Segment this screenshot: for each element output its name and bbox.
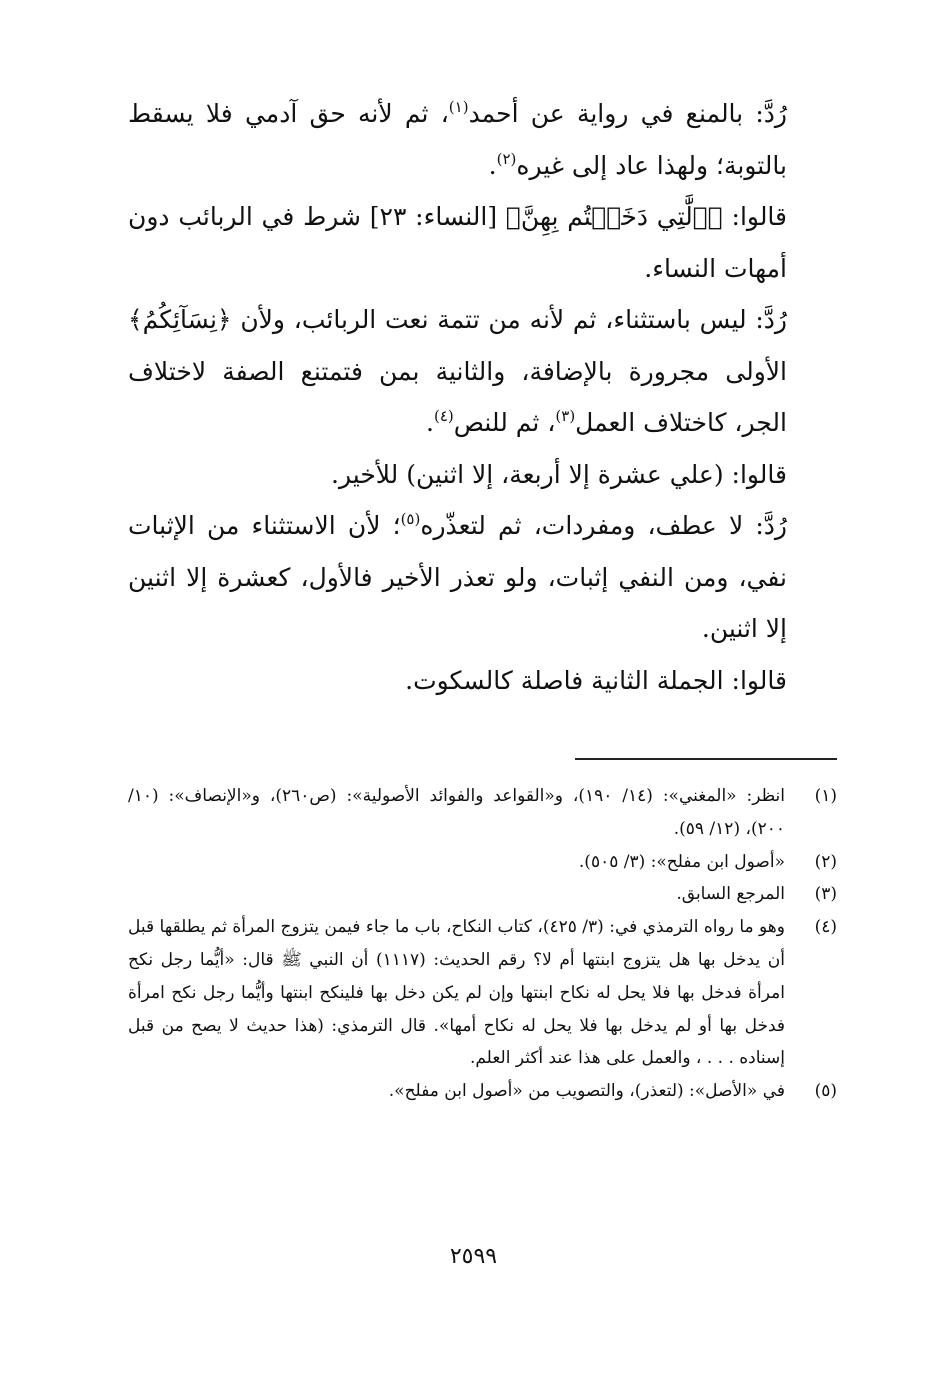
text-run: .: [488, 150, 497, 180]
main-text: [128, 88, 837, 706]
footnote-1: [128, 780, 837, 846]
footnote-text: «أصول ابن مفلح»: (٣/ ٥٠٥).: [578, 851, 785, 872]
paragraph-1: [128, 88, 837, 191]
footnote-marker: (٣): [555, 407, 576, 425]
footnote-2: [128, 846, 837, 879]
text-run: ، ثم لأنه حق آدمي فلا يسقط بالتوبة؛ ولهذا عاد إلى غيره: [128, 99, 787, 180]
text-run: رُدَّ: ليس باستثناء، ثم لأنه من تتمة نعت الربائب، ولأن ﴿نِسَآئِكُمُ﴾ الأولى مجرورة بالإضافة، والثانية بمن فتمتنع الصفة لاختلاف الجر، كاختلاف العمل: [128, 305, 787, 437]
footnote-marker: (٢): [496, 149, 517, 168]
paragraph-2: قالوا: ﴿ٱلَّٰتِي دَخَلۡتُم بِهِنَّ﴾ [النساء: ٢٣] شرط في الربائب دون أمهات النساء.: [128, 202, 788, 283]
paragraph-3: [128, 294, 837, 449]
footnote-number: (٢): [814, 851, 837, 872]
footnote-text: المرجع السابق.: [676, 884, 785, 905]
footnote-number: (٥): [814, 1081, 837, 1102]
footnote-number: (٤): [814, 917, 837, 938]
footnote-5: [128, 1075, 837, 1108]
paragraph-5: [128, 500, 837, 655]
footnote-marker: (٥): [400, 510, 421, 528]
footnote-3: [128, 878, 837, 911]
footnote-marker: (١): [448, 98, 469, 116]
footnote-number: (١): [814, 786, 837, 806]
footnote-text: في «الأصل»: (لتعذر)، والتصويب من «أصول ابن مفلح».: [388, 1081, 785, 1102]
footnote-text: وهو ما رواه الترمذي في: (٣/ ٤٢٥)، كتاب النكاح، باب ما جاء فيمن يتزوج المرأة ثم يطلقها قبل أن يدخل بها هل يتزوج ابنتها أم لا؟ رقم الحديث: (١١١٧) أن النبي ﷺ قال: «أيُّما رجل نكح امرأة فدخل بها فلا يحل له نكاح ابنتها وإن لم يكن دخل بها فلينكح ابنتها وأيُّما رجل نكح امرأة فدخل بها أو لم يدخل بها فلا يحل له نكاح أمها». قال الترمذي: (هذا حديث لا يصح من قبل إسناده . . . ، والعمل على هذا عند أكثر العلم.: [128, 917, 785, 1069]
footnote-marker: (٤): [433, 407, 454, 425]
footnote-text: انظر: «المغني»: (١٤/ ١٩٠)، و«القواعد والفوائد الأصولية»: (ص٢٦٠)، و«الإنصاف»: (١٠/ ٢٠٠)، (١٢/ ٥٩).: [128, 786, 785, 839]
footnote-4: [128, 911, 837, 1075]
text-run: ، ثم للنص: [453, 408, 556, 437]
paragraph-6: قالوا: الجملة الثانية فاصلة كالسكوت.: [405, 665, 787, 695]
page-number: ٢٥٩٩: [449, 1244, 498, 1269]
text-run: رُدَّ: لا عطف، ومفردات، ثم لتعذّره: [420, 511, 787, 540]
paragraph-4: قالوا: (علي عشرة إلا أربعة، إلا اثنين) للأخير.: [331, 459, 787, 489]
text-run: .: [426, 408, 434, 437]
footnotes: [128, 780, 837, 1108]
footnote-separator: [575, 758, 837, 760]
footnote-number: (٣): [814, 884, 837, 905]
text-run: ؛ لأن الاستثناء من الإثبات نفي، ومن النفي إثبات، ولو تعذر الأخير فالأول، كعشرة إلا اثنين إلا اثنين.: [128, 511, 787, 643]
text-run: رُدَّ: بالمنع في رواية عن أحمد: [468, 99, 787, 128]
